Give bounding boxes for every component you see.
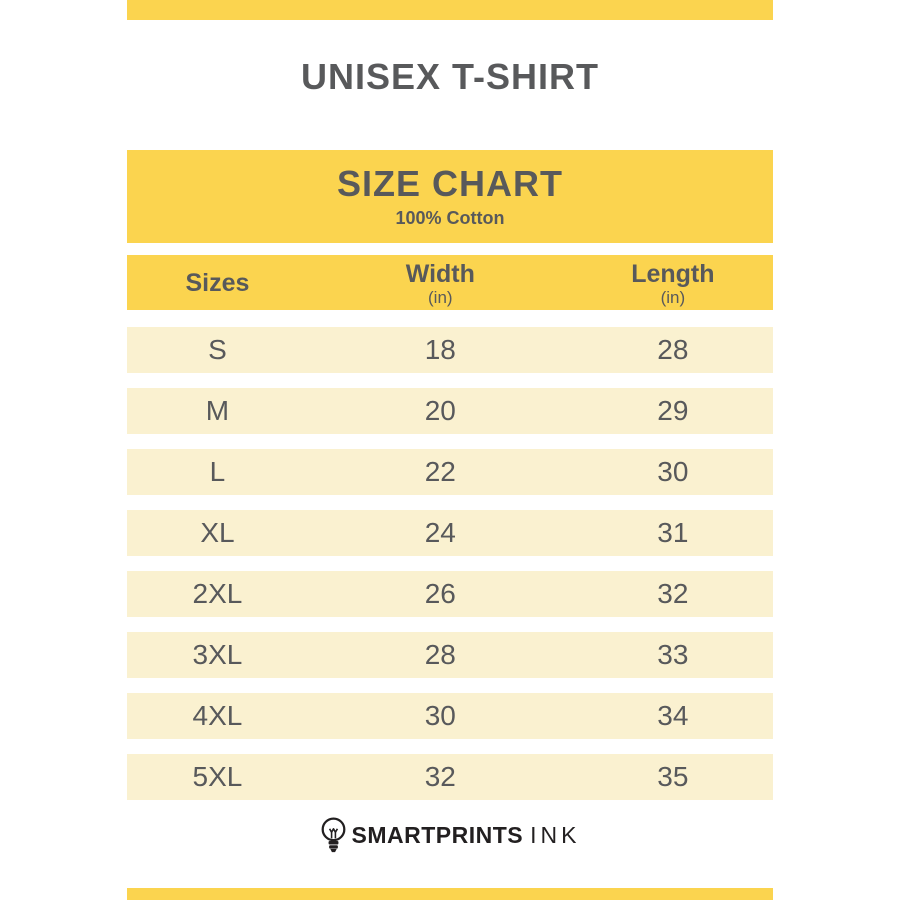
table-cell-width: 28 bbox=[424, 639, 456, 670]
table-cell-width: 24 bbox=[424, 517, 456, 548]
page-title: UNISEX T-SHIRT bbox=[300, 56, 600, 97]
column-header-length bbox=[573, 255, 773, 310]
table-cell-length: 35 bbox=[657, 761, 689, 792]
table-cell-length: 28 bbox=[657, 334, 689, 365]
table-cell-size: S bbox=[208, 334, 227, 365]
table-cell-length: 33 bbox=[657, 639, 689, 670]
table-cell-width: 30 bbox=[424, 700, 456, 731]
table-row bbox=[127, 449, 773, 495]
table-cell-width: 18 bbox=[424, 334, 456, 365]
column-header-label: Sizes bbox=[185, 269, 250, 297]
table-cell-width: 22 bbox=[424, 456, 456, 487]
column-header-label: Width bbox=[405, 259, 475, 288]
brand-name-primary: SMARTPRINTS bbox=[351, 821, 524, 848]
brand-name-secondary: INK bbox=[530, 821, 581, 848]
size-chart-subheading: 100% Cotton bbox=[395, 207, 505, 228]
size-table-body bbox=[127, 327, 773, 800]
size-chart-heading: SIZE CHART bbox=[337, 162, 563, 204]
table-cell-size: 3XL bbox=[192, 639, 243, 670]
size-table-header bbox=[127, 255, 773, 310]
column-header-unit: (in) bbox=[660, 287, 686, 307]
size-chart-banner bbox=[127, 150, 773, 243]
table-cell-size: 5XL bbox=[192, 761, 243, 792]
footer-logo bbox=[0, 813, 900, 857]
table-row bbox=[127, 510, 773, 556]
table-cell-size: 2XL bbox=[192, 578, 243, 609]
lightbulb-icon bbox=[320, 817, 347, 853]
column-header-label: Length bbox=[631, 259, 715, 288]
table-cell-width: 32 bbox=[424, 761, 456, 792]
table-row bbox=[127, 693, 773, 739]
table-row bbox=[127, 327, 773, 373]
table-cell-width: 26 bbox=[424, 578, 456, 609]
column-header-width bbox=[308, 255, 573, 310]
table-cell-length: 29 bbox=[657, 395, 689, 426]
table-cell-size: M bbox=[205, 395, 230, 426]
table-row bbox=[127, 571, 773, 617]
table-cell-length: 31 bbox=[657, 517, 689, 548]
bottom-accent-bar bbox=[127, 888, 773, 900]
table-cell-length: 30 bbox=[657, 456, 689, 487]
table-cell-width: 20 bbox=[424, 395, 456, 426]
top-accent-bar bbox=[127, 0, 773, 20]
table-cell-length: 34 bbox=[657, 700, 689, 731]
table-row bbox=[127, 754, 773, 800]
table-cell-size: L bbox=[209, 456, 226, 487]
column-header-sizes bbox=[127, 255, 308, 310]
table-cell-size: XL bbox=[200, 517, 235, 548]
table-row bbox=[127, 388, 773, 434]
table-cell-size: 4XL bbox=[192, 700, 243, 731]
table-cell-length: 32 bbox=[657, 578, 689, 609]
column-header-unit: (in) bbox=[428, 287, 453, 307]
table-row bbox=[127, 632, 773, 678]
